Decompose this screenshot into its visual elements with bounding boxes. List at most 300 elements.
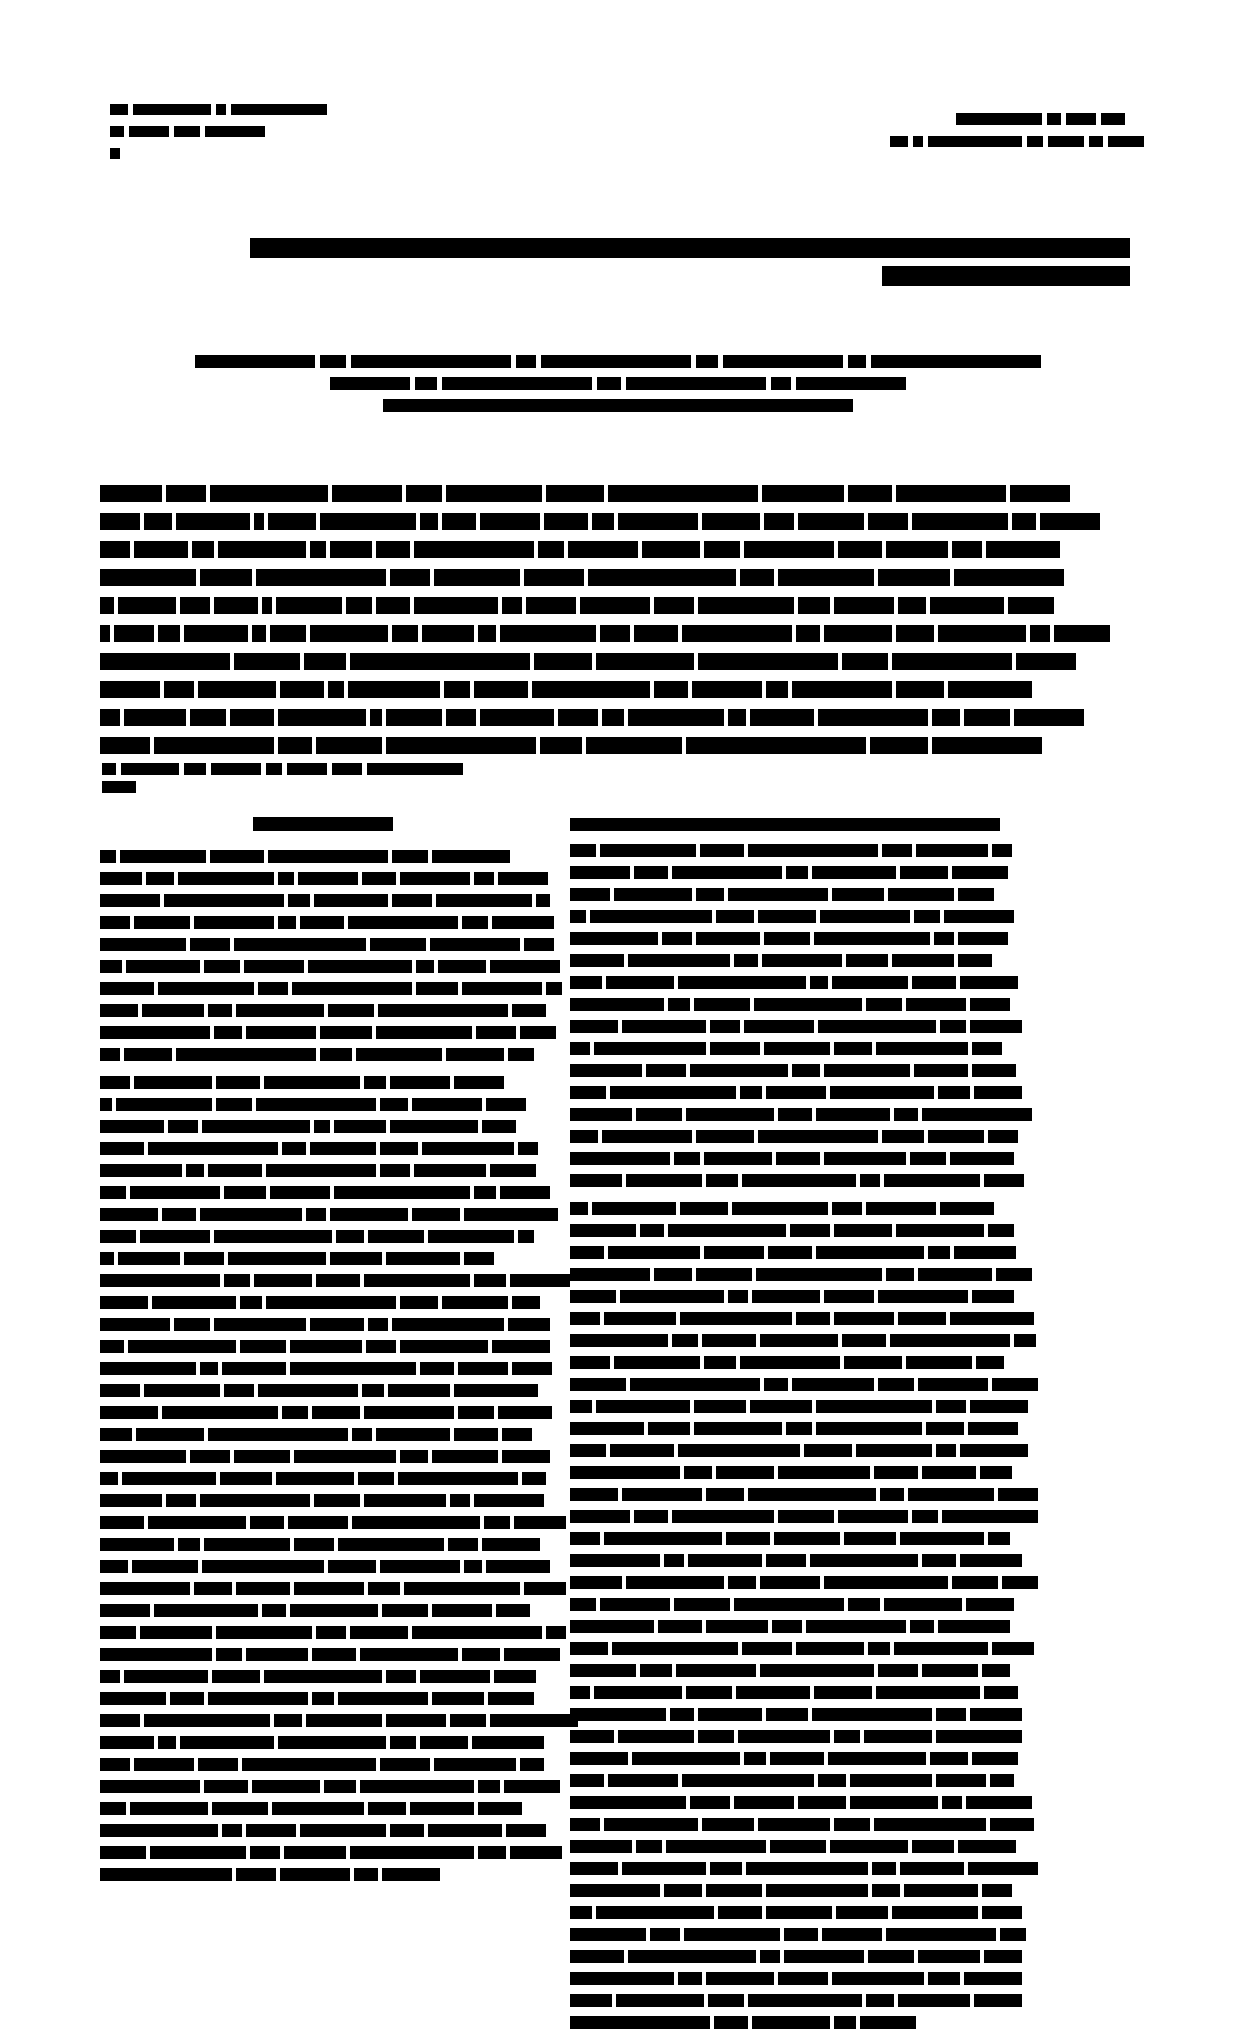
text-bar [824, 1576, 948, 1589]
text-bar [210, 850, 264, 863]
text-bar [200, 1494, 310, 1507]
text-bar [626, 1174, 702, 1187]
text-bar [612, 1642, 738, 1655]
text-bar [121, 763, 179, 775]
text-bar [866, 1202, 936, 1215]
text-bar [102, 781, 136, 793]
text-bar [198, 681, 276, 698]
text-bar [764, 932, 810, 945]
text-bar [100, 1142, 144, 1155]
text-bar [704, 1152, 772, 1165]
text-bar [448, 1538, 478, 1551]
text-bar [506, 1824, 546, 1837]
text-bar [154, 1604, 258, 1617]
text-line [100, 1001, 545, 1019]
text-bar [798, 1796, 846, 1809]
text-bar [728, 1576, 756, 1589]
text-bar [760, 1334, 838, 1347]
text-bar [596, 1906, 714, 1919]
text-line [100, 935, 545, 953]
text-bar [208, 1428, 348, 1441]
text-bar [810, 976, 828, 989]
text-bar [608, 1246, 700, 1259]
text-bar [734, 1598, 844, 1611]
text-line [100, 1045, 545, 1063]
text-bar [386, 709, 442, 726]
text-bar [824, 1152, 906, 1165]
text-bar [234, 938, 366, 951]
text-bar [882, 266, 1130, 286]
text-bar [628, 954, 730, 967]
text-bar [240, 1340, 286, 1353]
text-bar [728, 888, 828, 901]
text-bar [236, 1868, 276, 1881]
text-bar [996, 1268, 1032, 1281]
text-bar [910, 1152, 946, 1165]
text-bar [626, 377, 766, 390]
author-list [110, 352, 1130, 418]
text-bar [798, 597, 830, 614]
text-bar [960, 1554, 1022, 1567]
text-bar [268, 513, 316, 530]
text-bar [312, 1648, 356, 1661]
text-bar [478, 1780, 500, 1793]
text-bar [670, 1708, 694, 1721]
text-bar [368, 1582, 400, 1595]
text-line [570, 1265, 1020, 1283]
text-bar [100, 850, 116, 863]
text-bar [504, 1780, 560, 1793]
text-line [100, 957, 545, 975]
text-bar [954, 1246, 1016, 1259]
text-bar [118, 597, 176, 614]
text-bar [404, 1582, 520, 1595]
text-bar [958, 932, 1008, 945]
text-bar [474, 1186, 496, 1199]
text-bar [700, 844, 744, 857]
text-bar [682, 1774, 814, 1787]
text-bar [164, 681, 194, 698]
text-bar [618, 1730, 694, 1743]
text-bar [818, 709, 928, 726]
text-bar [832, 1972, 924, 1985]
text-bar [992, 1378, 1038, 1391]
text-bar [224, 1186, 266, 1199]
text-bar [380, 1098, 408, 1111]
text-line [570, 1639, 1020, 1657]
text-line [100, 1315, 545, 1333]
text-bar [742, 1642, 792, 1655]
text-bar [954, 569, 1064, 586]
text-bar [434, 569, 520, 586]
text-bar [874, 1466, 918, 1479]
text-bar [694, 1400, 746, 1413]
text-bar [246, 1026, 316, 1039]
text-bar [415, 377, 437, 390]
text-bar [708, 1994, 744, 2007]
text-bar [846, 954, 888, 967]
text-bar [614, 888, 692, 901]
text-bar [144, 513, 172, 530]
text-bar [882, 1130, 924, 1143]
text-bar [1048, 136, 1084, 147]
text-bar [664, 1554, 684, 1567]
text-bar [350, 1846, 474, 1859]
text-bar [750, 709, 814, 726]
text-bar [406, 485, 442, 502]
text-bar [100, 1274, 220, 1287]
text-bar [690, 1064, 788, 1077]
text-bar [442, 1296, 508, 1309]
text-bar [896, 1224, 984, 1237]
text-bar [938, 1086, 970, 1099]
text-bar [490, 1714, 578, 1727]
text-bar [462, 982, 542, 995]
text-bar [244, 960, 304, 973]
text-bar [570, 844, 596, 857]
text-bar [278, 872, 294, 885]
text-bar [690, 1796, 730, 1809]
text-bar [494, 1670, 536, 1683]
text-bar [122, 1472, 216, 1485]
text-bar [842, 1334, 886, 1347]
text-bar [133, 104, 211, 115]
text-bar [100, 1516, 144, 1529]
text-bar [570, 1730, 614, 1743]
text-bar [1101, 113, 1125, 125]
text-bar [120, 850, 206, 863]
text-bar [754, 998, 862, 1011]
text-bar [806, 1620, 906, 1633]
abstract-line [100, 568, 1030, 590]
text-bar [570, 1422, 644, 1435]
text-bar [870, 737, 928, 754]
text-bar [886, 1268, 914, 1281]
text-bar [432, 1692, 484, 1705]
text-bar [100, 1384, 140, 1397]
text-bar [256, 1098, 376, 1111]
text-bar [984, 1686, 1018, 1699]
text-bar [758, 1818, 830, 1831]
text-bar [694, 1422, 782, 1435]
text-bar [666, 1840, 766, 1853]
text-bar [818, 1774, 846, 1787]
text-bar [796, 377, 906, 390]
text-bar [956, 113, 1042, 125]
text-bar [368, 1802, 406, 1815]
text-bar [570, 818, 1000, 831]
text-bar [696, 1130, 754, 1143]
text-bar [1014, 1334, 1036, 1347]
text-bar [876, 1042, 968, 1055]
text-bar [216, 1076, 260, 1089]
text-line [100, 1073, 545, 1091]
text-line [570, 1529, 1020, 1547]
text-bar [744, 541, 834, 558]
text-bar [444, 681, 470, 698]
text-bar [492, 916, 554, 929]
text-bar [758, 910, 816, 923]
text-line [570, 1573, 1020, 1591]
text-bar [208, 1164, 262, 1177]
text-bar [570, 1686, 590, 1699]
text-bar [294, 1538, 334, 1551]
right-column [570, 815, 1020, 2041]
text-bar [310, 1318, 364, 1331]
text-bar [740, 1086, 762, 1099]
text-bar [702, 1818, 754, 1831]
text-bar [672, 1334, 698, 1347]
journal-masthead [110, 100, 340, 166]
text-bar [100, 1208, 158, 1221]
text-bar [912, 1510, 938, 1523]
text-bar [597, 377, 621, 390]
text-bar [140, 1626, 212, 1639]
text-bar [654, 681, 688, 698]
text-bar [220, 1472, 272, 1485]
text-bar [100, 597, 114, 614]
text-bar [570, 976, 602, 989]
text-bar [486, 1098, 526, 1111]
text-bar [412, 1626, 542, 1639]
text-bar [694, 998, 750, 1011]
text-line [570, 1991, 1020, 2009]
text-bar [774, 1532, 840, 1545]
text-bar [124, 1048, 172, 1061]
text-bar [622, 1488, 702, 1501]
text-bar [918, 1378, 988, 1391]
right-column-body [570, 841, 1020, 2031]
text-bar [100, 1450, 186, 1463]
text-bar [416, 982, 458, 995]
text-bar [786, 866, 808, 879]
text-bar [287, 763, 327, 775]
text-bar [252, 625, 266, 642]
text-bar [100, 737, 150, 754]
text-line [100, 1865, 545, 1883]
text-bar [878, 1664, 918, 1677]
text-bar [1008, 597, 1054, 614]
text-bar [100, 960, 122, 973]
text-bar [100, 1670, 120, 1683]
text-bar [834, 1042, 872, 1055]
text-bar [696, 932, 760, 945]
text-bar [814, 1686, 872, 1699]
text-line [100, 1469, 545, 1487]
text-bar [100, 938, 186, 951]
text-bar [480, 709, 554, 726]
text-bar [142, 1004, 204, 1017]
text-bar [606, 976, 674, 989]
text-bar [602, 1130, 692, 1143]
text-bar [864, 1730, 932, 1743]
text-line [570, 1243, 1020, 1261]
text-bar [692, 681, 762, 698]
text-bar [634, 866, 668, 879]
text-bar [100, 1780, 200, 1793]
text-bar [744, 1020, 814, 1033]
text-bar [982, 1884, 1012, 1897]
text-bar [964, 709, 1010, 726]
text-bar [570, 1466, 680, 1479]
text-bar [100, 1824, 218, 1837]
text-bar [940, 1202, 994, 1215]
text-bar [304, 653, 346, 670]
text-bar [814, 932, 930, 945]
text-bar [202, 1120, 310, 1133]
text-line [100, 1249, 545, 1267]
text-bar [848, 355, 866, 368]
text-bar [668, 998, 690, 1011]
text-bar [450, 1494, 470, 1507]
text-bar [144, 1714, 270, 1727]
text-bar [706, 1488, 744, 1501]
text-line [100, 1139, 545, 1157]
text-bar [166, 485, 206, 502]
text-bar [484, 1516, 510, 1529]
text-bar [706, 1174, 738, 1187]
text-bar [194, 916, 274, 929]
text-bar [222, 1362, 286, 1375]
text-bar [723, 355, 843, 368]
text-bar [222, 1824, 242, 1837]
text-bar [190, 938, 230, 951]
text-bar [898, 597, 926, 614]
text-bar [214, 597, 258, 614]
text-bar [614, 1356, 700, 1369]
text-bar [100, 569, 196, 586]
text-bar [390, 1076, 450, 1089]
text-bar [684, 1928, 780, 1941]
text-line [100, 1579, 545, 1597]
text-bar [686, 1686, 732, 1699]
text-bar [514, 1516, 566, 1529]
text-line [570, 1749, 1020, 1767]
text-line [100, 1689, 545, 1707]
text-line [570, 1815, 1020, 1833]
text-bar [486, 1560, 550, 1573]
text-bar [830, 1840, 908, 1853]
text-bar [658, 1620, 702, 1633]
text-bar [367, 763, 463, 775]
text-bar [520, 1758, 544, 1771]
text-bar [328, 681, 344, 698]
text-bar [224, 1384, 254, 1397]
text-bar [474, 872, 494, 885]
text-bar [274, 1714, 302, 1727]
text-line [100, 1403, 545, 1421]
text-bar [640, 1664, 672, 1677]
text-bar [164, 894, 284, 907]
text-bar [834, 1312, 894, 1325]
text-bar [348, 916, 458, 929]
text-bar [926, 1422, 964, 1435]
text-bar [1089, 136, 1103, 147]
text-bar [672, 1510, 774, 1523]
text-bar [482, 1120, 516, 1133]
text-bar [766, 1884, 868, 1897]
text-bar [100, 513, 140, 530]
text-bar [284, 1846, 346, 1859]
text-bar [250, 1516, 284, 1529]
text-bar [678, 1972, 702, 1985]
text-bar [522, 1472, 546, 1485]
text-bar [836, 1906, 888, 1919]
text-line [570, 1039, 1020, 1057]
text-bar [490, 1164, 536, 1177]
text-bar [678, 976, 806, 989]
text-bar [114, 625, 154, 642]
text-bar [766, 1708, 808, 1721]
page-header [110, 100, 1130, 190]
text-bar [886, 1928, 996, 1941]
text-bar [428, 1230, 514, 1243]
text-bar [570, 1796, 686, 1809]
text-bar [938, 1620, 1010, 1633]
text-bar [896, 485, 1006, 502]
text-line [570, 1441, 1020, 1459]
text-bar [764, 1042, 830, 1055]
text-bar [820, 910, 910, 923]
text-bar [428, 1824, 502, 1837]
text-bar [258, 982, 288, 995]
text-bar [474, 1494, 544, 1507]
text-bar [752, 1290, 820, 1303]
text-bar [330, 541, 372, 558]
text-line [100, 1023, 545, 1041]
text-bar [998, 1488, 1038, 1501]
text-bar [570, 1108, 632, 1121]
text-bar [570, 1334, 668, 1347]
text-bar [110, 126, 124, 137]
text-line [570, 1199, 1020, 1217]
text-bar [166, 1494, 196, 1507]
text-bar [300, 1824, 386, 1837]
text-bar [922, 1664, 978, 1677]
text-bar [254, 1274, 312, 1287]
text-bar [216, 1648, 242, 1661]
text-bar [936, 1774, 986, 1787]
text-line [100, 1271, 545, 1289]
text-line [570, 1727, 1020, 1745]
text-bar [200, 1362, 218, 1375]
text-bar [698, 597, 794, 614]
text-bar [376, 1026, 472, 1039]
text-bar [338, 1538, 444, 1551]
text-bar [922, 1466, 976, 1479]
text-line [570, 1705, 1020, 1723]
text-bar [588, 569, 736, 586]
text-bar [204, 1780, 248, 1793]
text-bar [872, 1862, 896, 1875]
text-bar [834, 1730, 860, 1743]
text-bar [816, 1422, 922, 1435]
text-bar [682, 625, 792, 642]
text-bar [380, 1164, 410, 1177]
text-line [570, 951, 1020, 969]
text-bar [100, 653, 230, 670]
abstract-line [100, 736, 1030, 758]
text-bar [212, 1802, 268, 1815]
text-bar [262, 1604, 286, 1617]
text-bar [328, 1560, 376, 1573]
text-bar [792, 681, 892, 698]
text-bar [696, 888, 724, 901]
text-bar [716, 910, 754, 923]
text-bar [834, 1818, 870, 1831]
text-bar [176, 1048, 316, 1061]
text-bar [162, 1406, 278, 1419]
